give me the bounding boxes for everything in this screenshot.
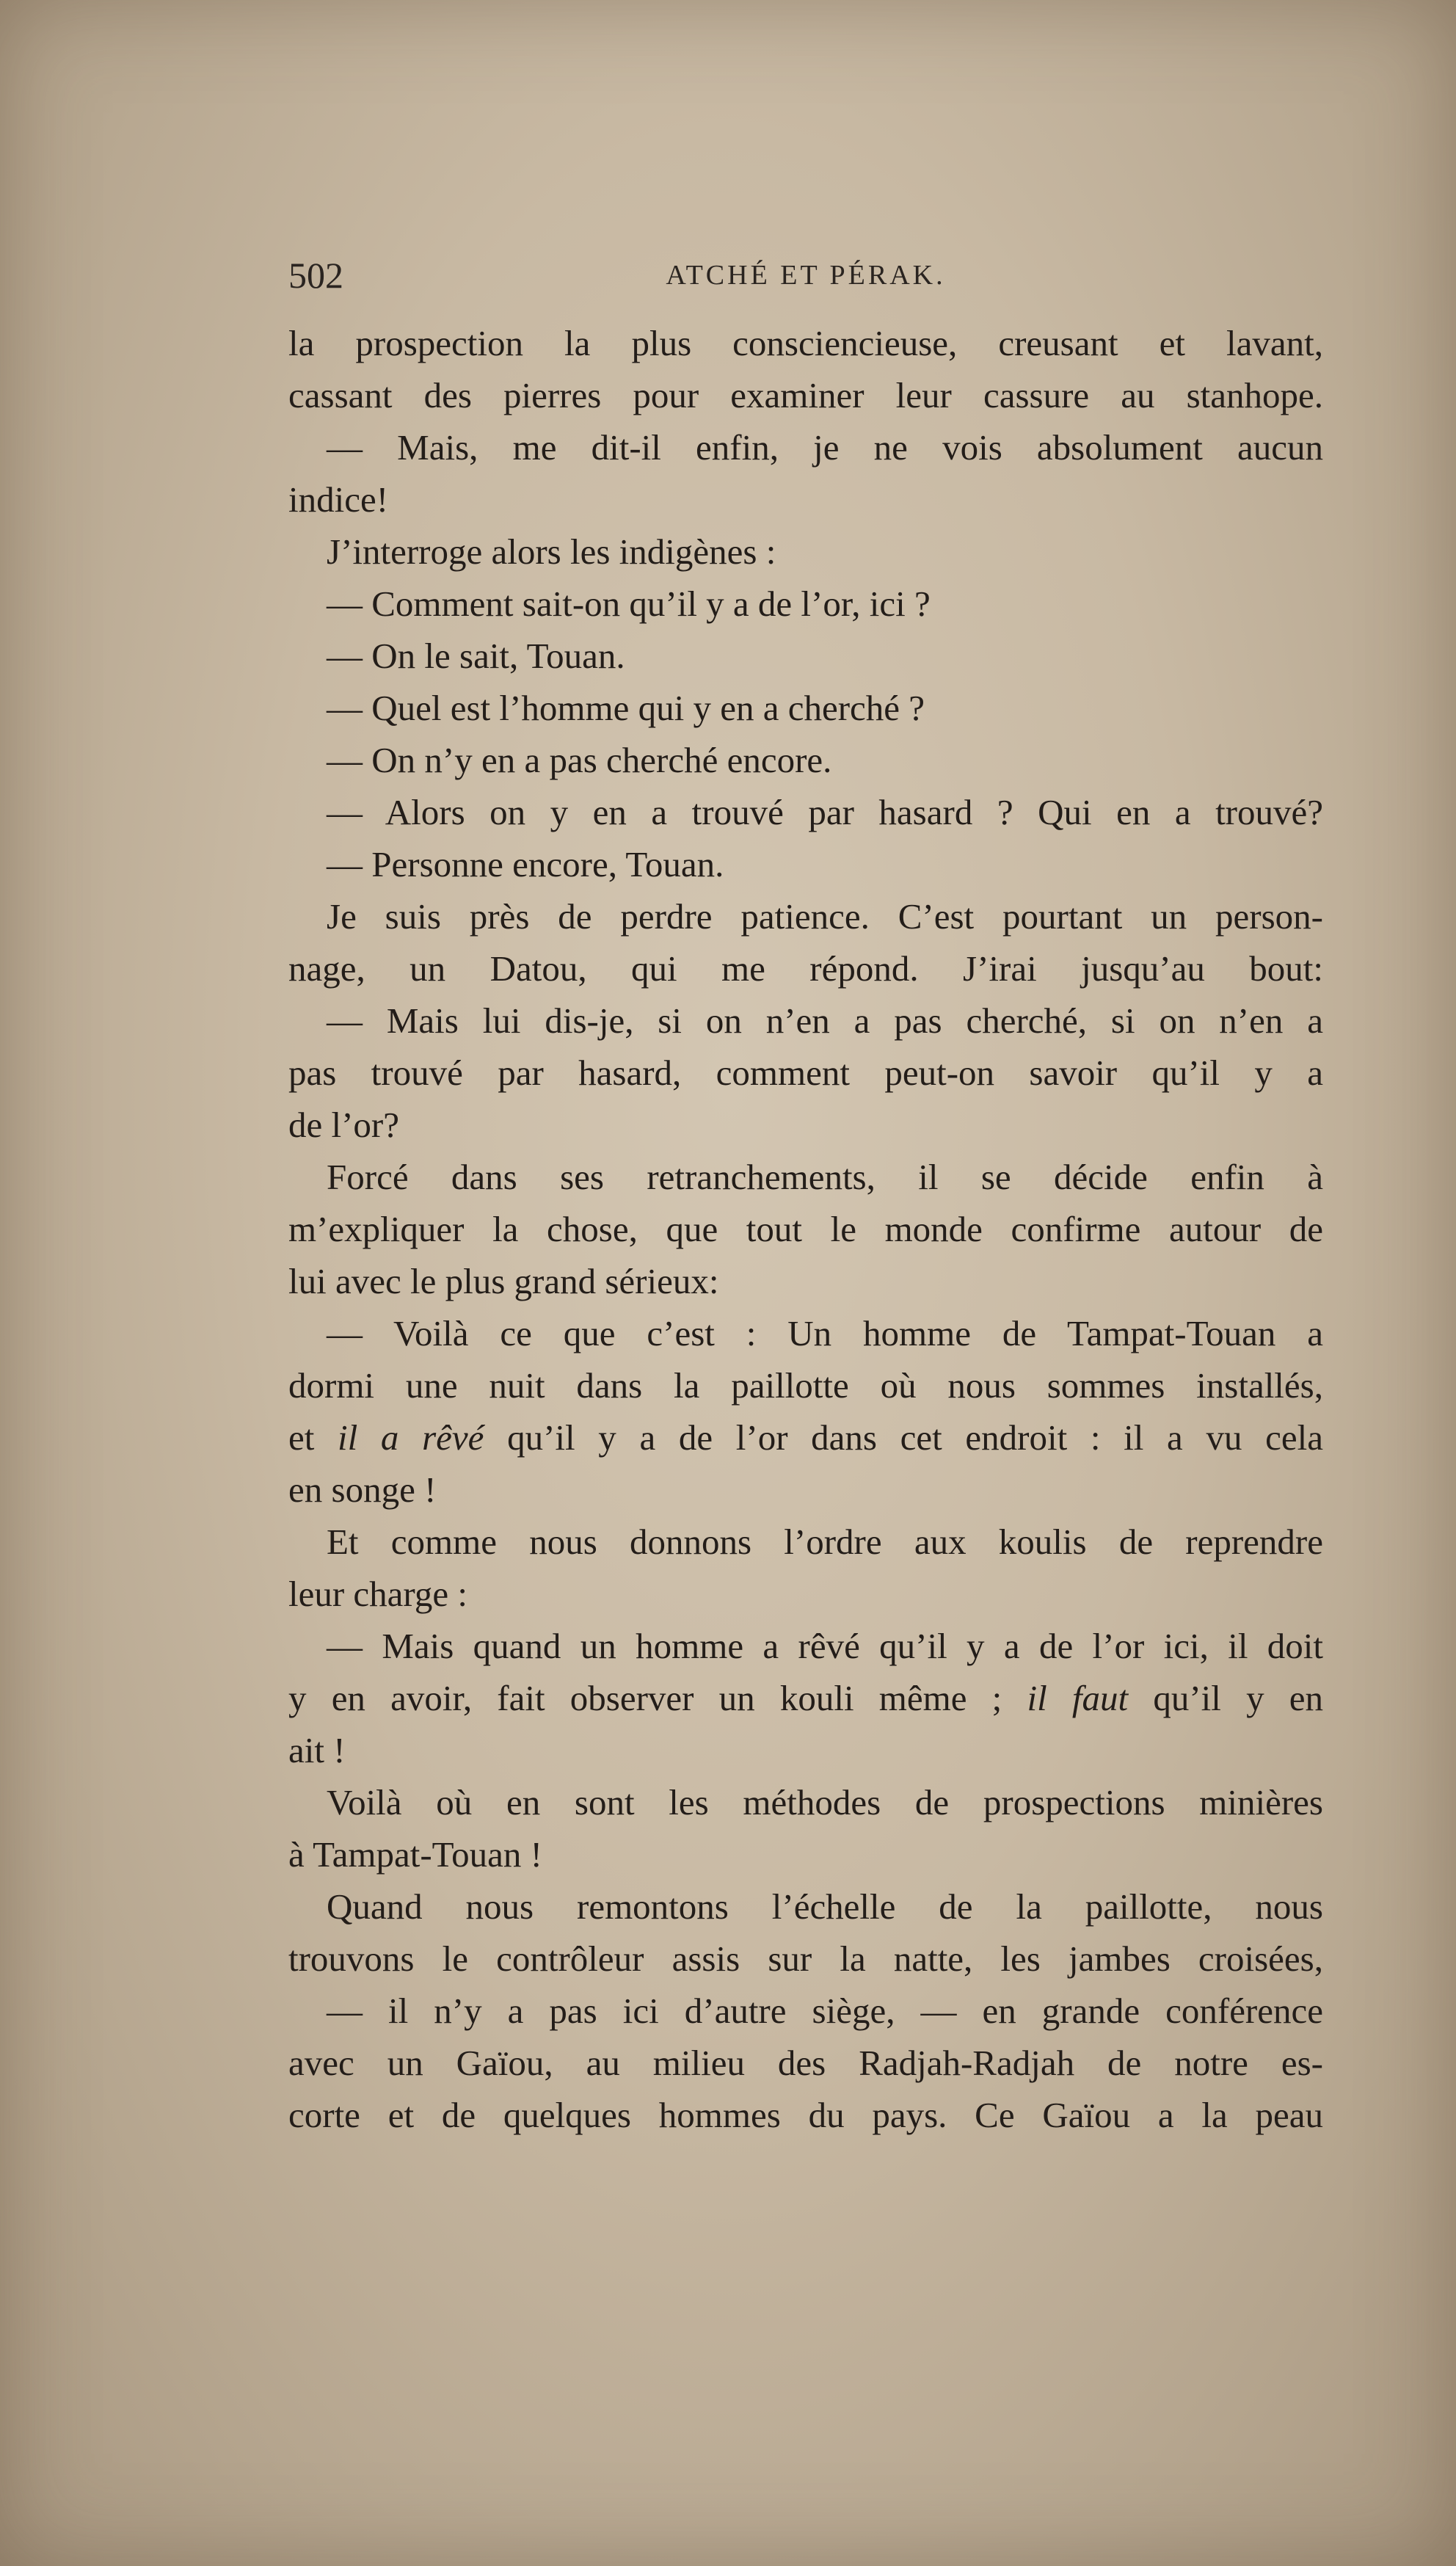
text-line: en songe ! [288, 1469, 437, 1510]
text-line: nage, un Datou, qui me répond. J’irai jusqu’au bout: [288, 948, 1323, 989]
text-line: la prospection la plus consciencieuse, creusant et lavant, [288, 323, 1323, 363]
text-line: — Mais quand un homme a rêvé qu’il y a de l’or ici, il doit [327, 1626, 1323, 1666]
text-run: et [288, 1417, 338, 1458]
text-line-with-italic [288, 1672, 1323, 1724]
text-line: indice! [288, 479, 389, 520]
text-line: — On n’y en a pas cherché encore. [327, 740, 832, 780]
body-text [288, 317, 1323, 2141]
text-line: Forcé dans ses retranchements, il se décide enfin à [327, 1157, 1323, 1197]
text-line: Et comme nous donnons l’ordre aux koulis de reprendre [327, 1522, 1323, 1562]
text-run: qu’il y a de l’or dans cet endroit : il a vu cela [484, 1417, 1323, 1458]
text-line: cassant des pierres pour examiner leur cassure au stanhope. [288, 375, 1323, 415]
text-line: pas trouvé par hasard, comment peut-on savoir qu’il y a [288, 1053, 1323, 1093]
text-line: dormi une nuit dans la paillotte où nous sommes installés, [288, 1365, 1323, 1406]
text-line: à Tampat-Touan ! [288, 1834, 542, 1875]
text-line: m’expliquer la chose, que tout le monde confirme autour de [288, 1209, 1323, 1249]
text-line: trouvons le contrôleur assis sur la natte, les jambes croisées, [288, 1938, 1323, 1979]
running-head: ATCHÉ ET PÉRAK. [666, 260, 946, 291]
text-line: de l’or? [288, 1105, 399, 1145]
text-line: J’interroge alors les indigènes : [327, 531, 776, 572]
text-line: — Mais lui dis-je, si on n’en a pas cherché, si on n’en a [327, 1000, 1323, 1041]
text-line: — Mais, me dit-il enfin, je ne vois absolument aucun [327, 427, 1323, 468]
italic-text: il faut [1027, 1678, 1129, 1718]
text-line: Je suis près de perdre patience. C’est pourtant un person- [327, 896, 1323, 937]
page-number: 502 [288, 255, 343, 296]
text-line: lui avec le plus grand sérieux: [288, 1261, 719, 1301]
text-line: leur charge : [288, 1574, 467, 1614]
text-line-with-italic [288, 1411, 1323, 1464]
text-line: — Quel est l’homme qui y en a cherché ? [327, 688, 925, 728]
text-run: y en avoir, fait observer un kouli même ; [288, 1678, 1027, 1718]
page-header [288, 250, 1323, 301]
italic-text: il a rêvé [338, 1417, 484, 1458]
text-line: — Comment sait-on qu’il y a de l’or, ici ? [327, 584, 931, 624]
text-line: Quand nous remontons l’échelle de la paillotte, nous [327, 1886, 1323, 1927]
text-line: — Voilà ce que c’est : Un homme de Tampat-Touan a [327, 1313, 1323, 1353]
text-run: qu’il y en [1128, 1678, 1323, 1718]
text-line: ait ! [288, 1730, 346, 1770]
text-line: — Personne encore, Touan. [327, 844, 724, 884]
text-line: Voilà où en sont les méthodes de prospections minières [327, 1782, 1323, 1822]
text-line: — On le sait, Touan. [327, 636, 625, 676]
text-line: — Alors on y en a trouvé par hasard ? Qui en a trouvé? [327, 792, 1323, 832]
text-line: — il n’y a pas ici d’autre siège, — en grande conférence [327, 1991, 1323, 2031]
text-line: corte et de quelques hommes du pays. Ce Gaïou a la peau [288, 2095, 1323, 2135]
text-line: avec un Gaïou, au milieu des Radjah-Radjah de notre es- [288, 2043, 1323, 2083]
